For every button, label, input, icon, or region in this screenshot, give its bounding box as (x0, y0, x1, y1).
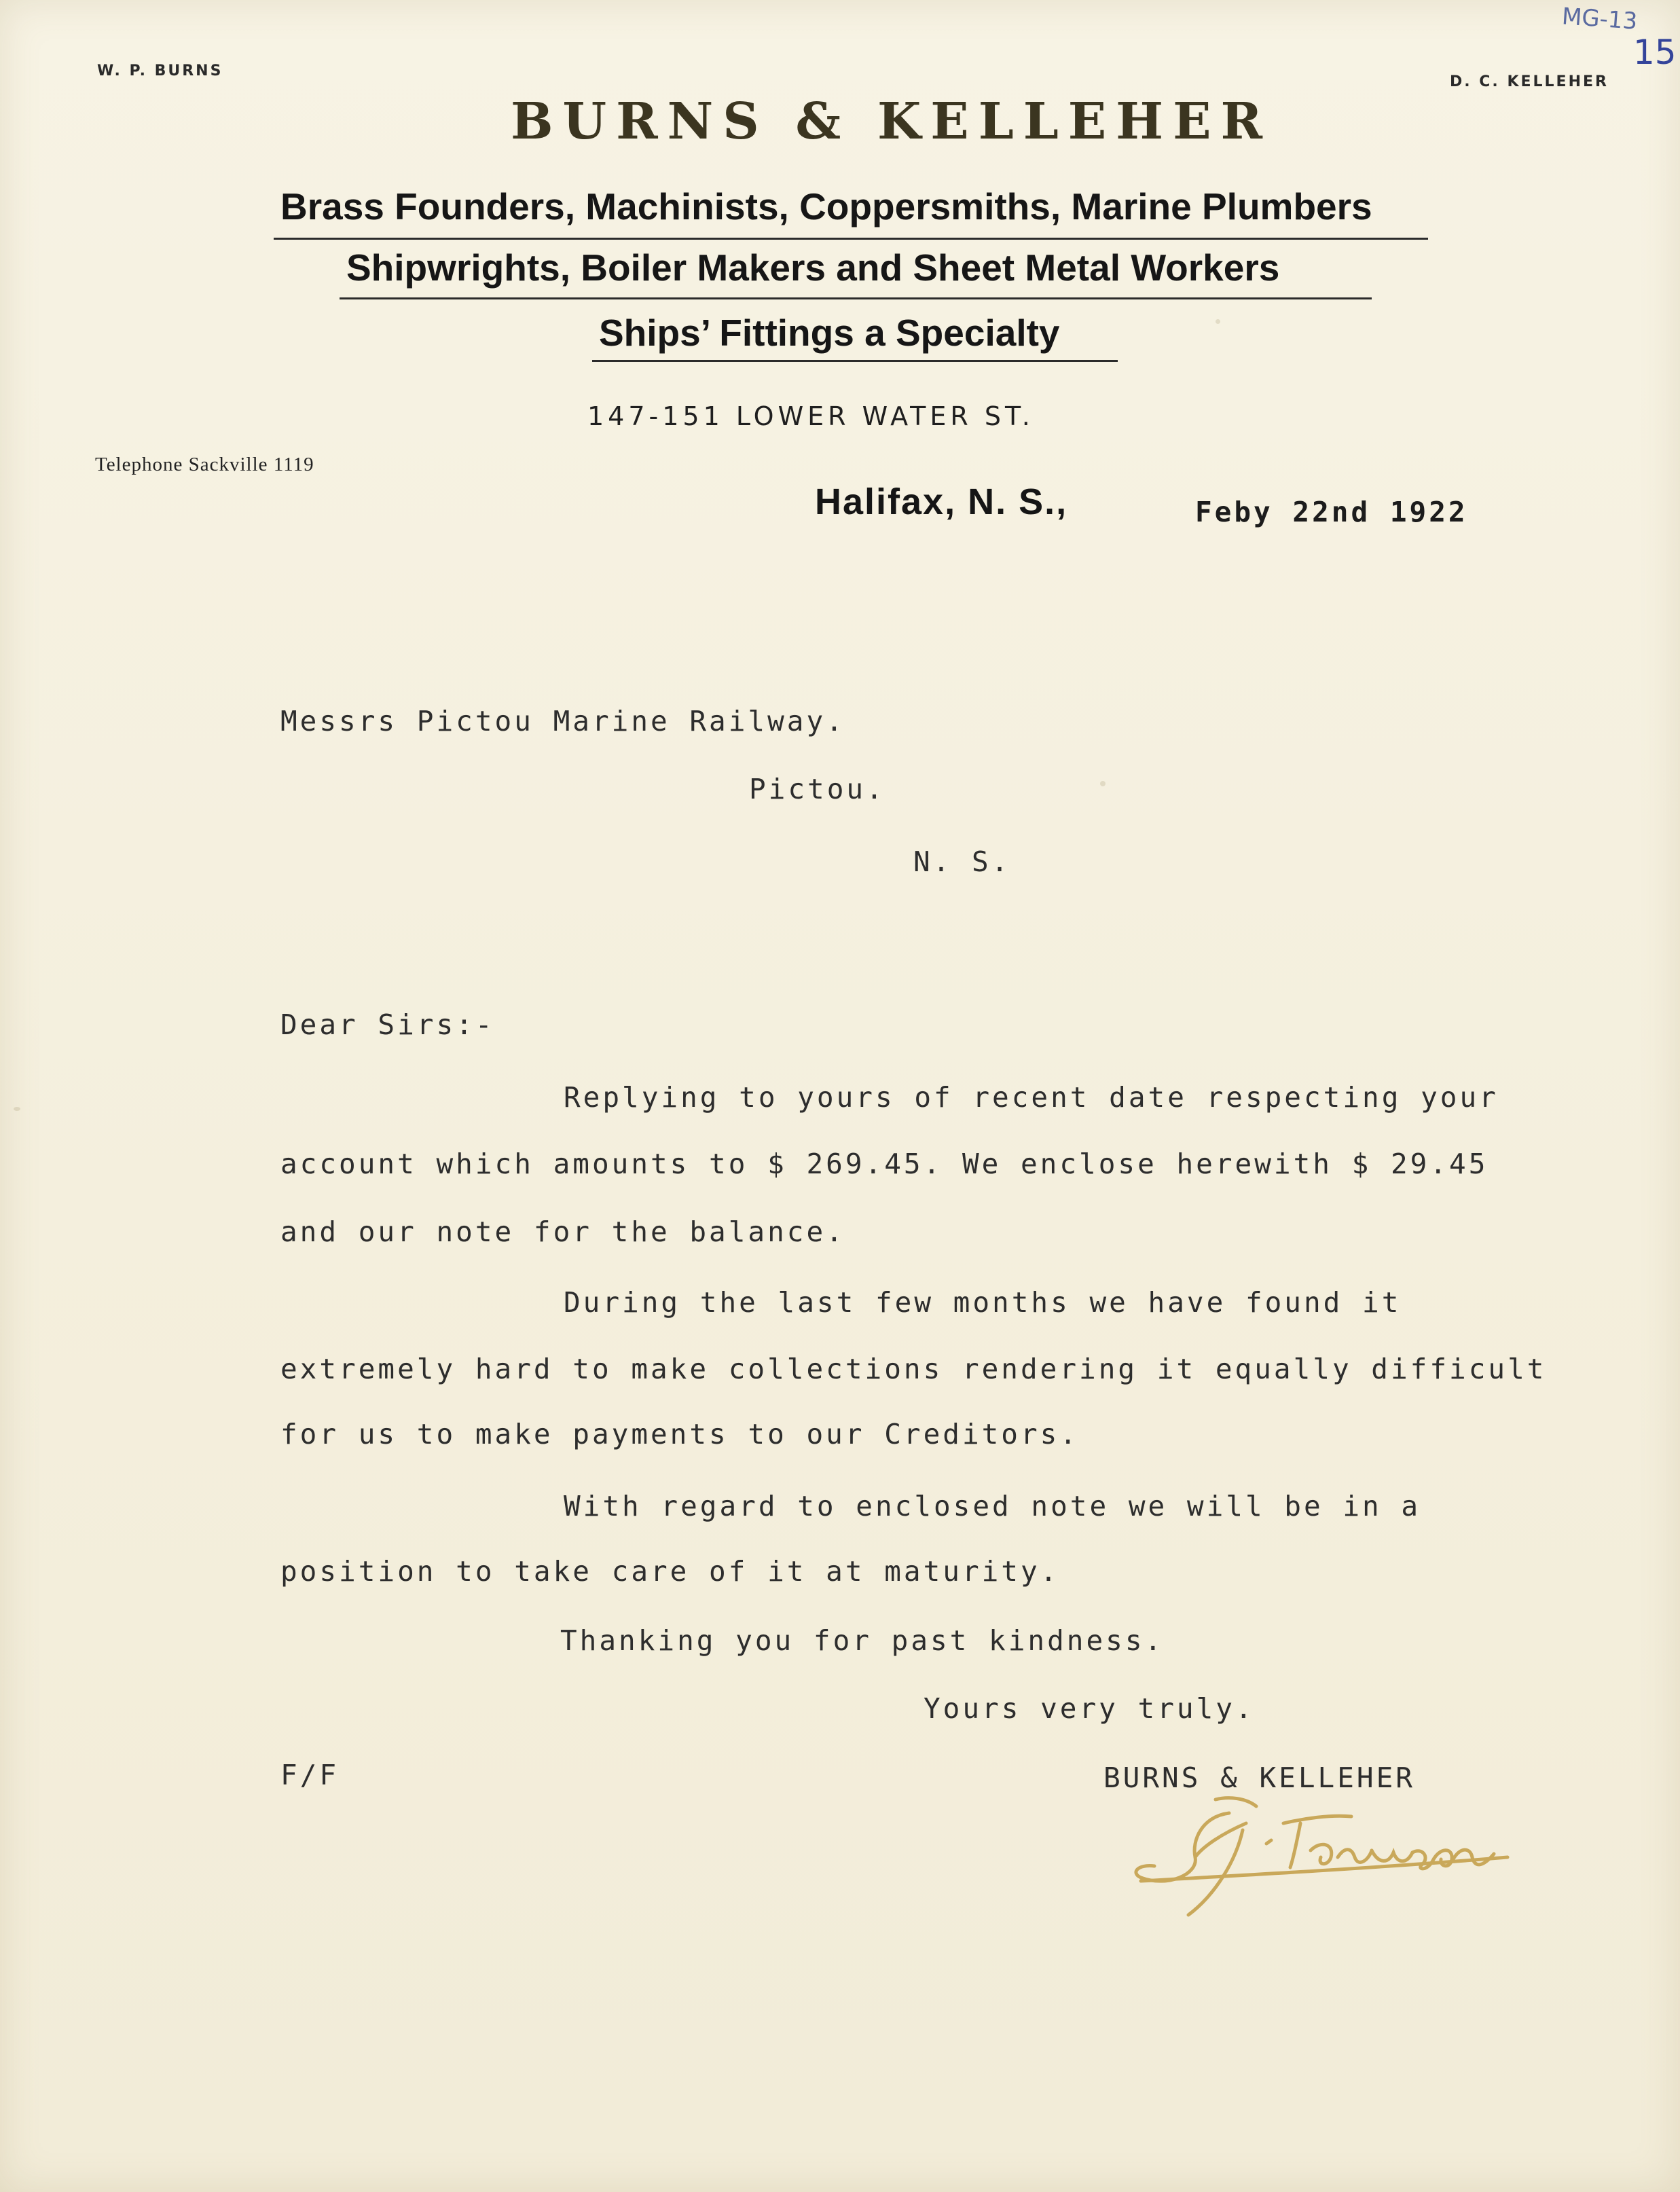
recipient-line-3: N. S. (913, 845, 1011, 878)
letter-date: Feby 22nd 1922 (1195, 496, 1468, 528)
body-line: and our note for the balance. (280, 1216, 845, 1248)
paper-stain (14, 1107, 20, 1111)
specialty-underline (592, 360, 1118, 362)
archive-reference-mark: MG-13 (1560, 3, 1639, 35)
body-line: Thanking you for past kindness. (560, 1624, 1165, 1657)
telephone-line: Telephone Sackville 1119 (95, 454, 314, 475)
place-line: Halifax, N. S., (815, 481, 1068, 522)
firm-name: BURNS & KELLEHER (511, 92, 1272, 151)
archive-folio-number: 15 (1633, 33, 1677, 72)
trades-underline-2 (340, 297, 1372, 299)
body-line: With regard to enclosed note we will be in a (564, 1490, 1421, 1522)
body-line: During the last few months we have found it (564, 1286, 1402, 1319)
street-address: 147-151 LOWER WATER ST. (587, 401, 1034, 431)
body-line: for us to make payments to our Creditors. (280, 1418, 1080, 1450)
paper-stain (1100, 781, 1106, 786)
trades-line-1: Brass Founders, Machinists, Coppersmiths, Marine Plumbers (280, 185, 1372, 227)
trades-line-2: Shipwrights, Boiler Makers and Sheet Metal Workers (346, 246, 1280, 289)
body-line: position to take care of it at maturity. (280, 1555, 1060, 1588)
closing: Yours very truly. (924, 1692, 1255, 1725)
body-line: extremely hard to make collections rendering it equally difficult (280, 1353, 1547, 1385)
recipient-line-2: Pictou. (749, 773, 885, 805)
handwritten-signature (1127, 1793, 1548, 1922)
signature-block: BURNS & KELLEHER (1103, 1761, 1415, 1794)
body-line: account which amounts to $ 269.45. We enclose herewith $ 29.45 (280, 1148, 1489, 1180)
partner-left: W. P. BURNS (97, 62, 223, 79)
specialty-line: Ships’ Fittings a Specialty (599, 312, 1060, 354)
body-line: Replying to yours of recent date respecting your (564, 1081, 1499, 1114)
recipient-line-1: Messrs Pictou Marine Railway. (280, 705, 845, 737)
paper-stain (1216, 319, 1220, 324)
salutation: Dear Sirs:- (280, 1008, 495, 1041)
partner-right: D. C. KELLEHER (1450, 73, 1609, 90)
typist-initials: F/F (280, 1759, 340, 1791)
trades-underline-1 (274, 238, 1428, 240)
